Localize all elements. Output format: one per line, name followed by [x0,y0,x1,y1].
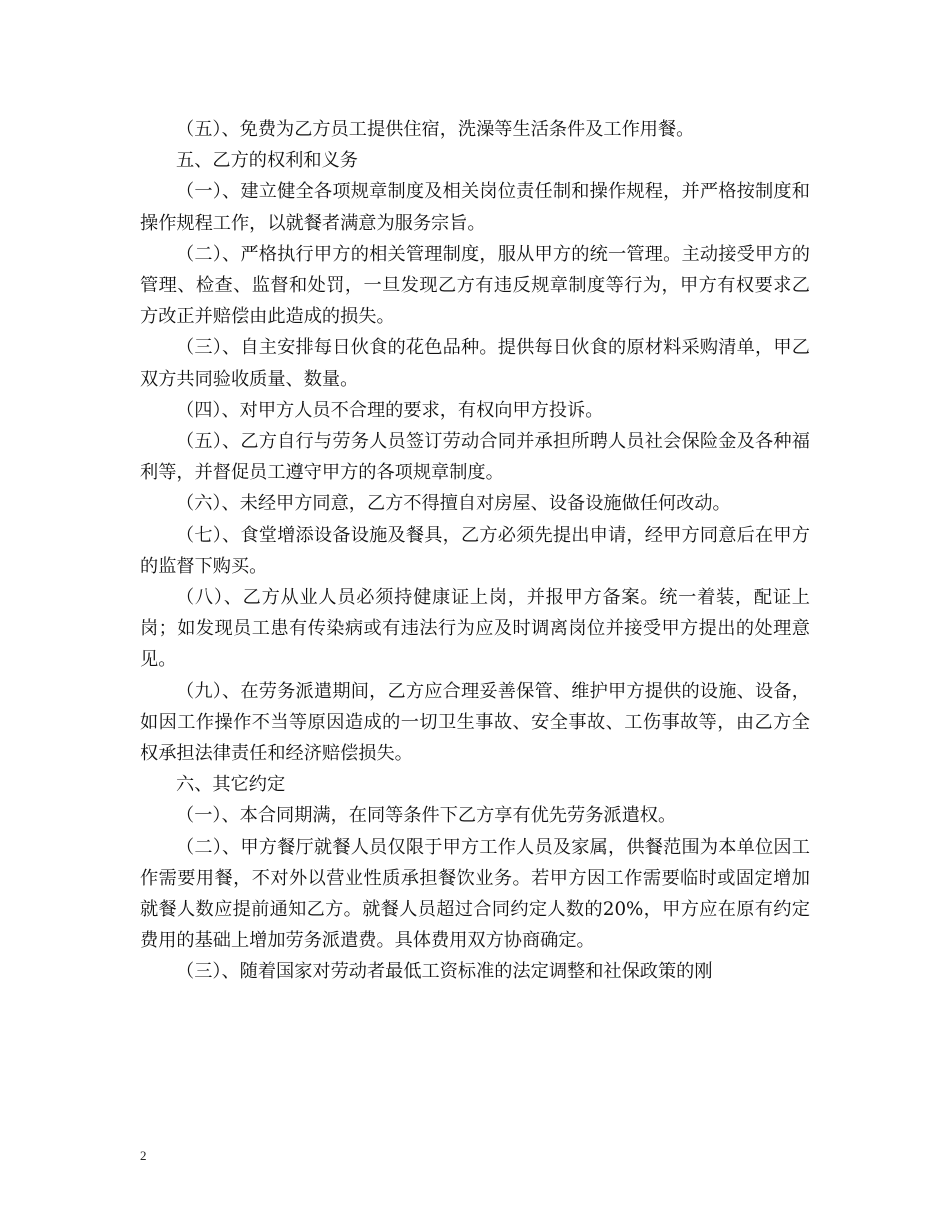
paragraph: （四）、对甲方人员不合理的要求，有权向甲方投诉。 [176,399,604,421]
paragraph: （五）、免费为乙方员工提供住宿，洗澡等生活条件及工作用餐。 [176,119,695,140]
paragraph: （六）、未经甲方同意，乙方不得擅自对房屋、设备设施做任何改动。 [176,493,731,515]
paragraph: （七）、食堂增添设备设施及餐具，乙方必须先提出申请，经甲方同意后在甲方的监督下购买。 [140,524,810,577]
paragraph: （三）、自主安排每日伙食的花色品种。提供每日伙食的原材料采购清单，甲乙双方共同验收质量、数量。 [140,337,810,390]
paragraph: （五）、乙方自行与劳务人员签订劳动合同并承担所聘人员社会保险金及各种福利等，并督促员工遵守甲方的各项规章制度。 [140,431,810,484]
section-heading: 六、其它约定 [176,774,286,796]
paragraph: （一）、建立健全各项规章制度及相关岗位责任制和操作规程，并严格按制度和操作规程工作，以就餐者满意为服务宗旨。 [140,181,810,234]
paragraph: （三）、随着国家对劳动者最低工资标准的法定调整和社保政策的刚 [176,961,713,983]
paragraph: （一）、本合同期满，在同等条件下乙方享有优先劳务派遣权。 [176,805,677,827]
page-number: 2 [140,1148,147,1163]
paragraph: （二）、严格执行甲方的相关管理制度，服从甲方的统一管理。主动接受甲方的管理、检查、监督和处罚，一旦发现乙方有违反规章制度等行为，甲方有权要求乙方改正并赔偿由此造成的损失。 [140,243,810,328]
section-heading: 五、乙方的权利和义务 [176,150,358,172]
paragraph: （八）、乙方从业人员必须持健康证上岗，并报甲方备案。统一着装，配证上岗；如发现员工患有传染病或有违法行为应及时调离岗位并接受甲方提出的处理意见。 [140,587,810,671]
paragraph: （二）、甲方餐厅就餐人员仅限于甲方工作人员及家属，供餐范围为本单位因工作需要用餐，不对外以营业性质承担餐饮业务。若甲方因工作需要临时或固定增加就餐人数应提前通知乙方。就餐人员超过合同约定人数的20%，甲方应在原有约定费用的基础上增加劳务派遣费。具体费用双方协商确定。 [140,836,810,952]
document-body [140,114,810,988]
paragraph: （九）、在劳务派遣期间，乙方应合理妥善保管、维护甲方提供的设施、设备，如因工作操作不当等原因造成的一切卫生事故、安全事故、工伤事故等，由乙方全权承担法律责任和经济赔偿损失。 [140,680,810,765]
